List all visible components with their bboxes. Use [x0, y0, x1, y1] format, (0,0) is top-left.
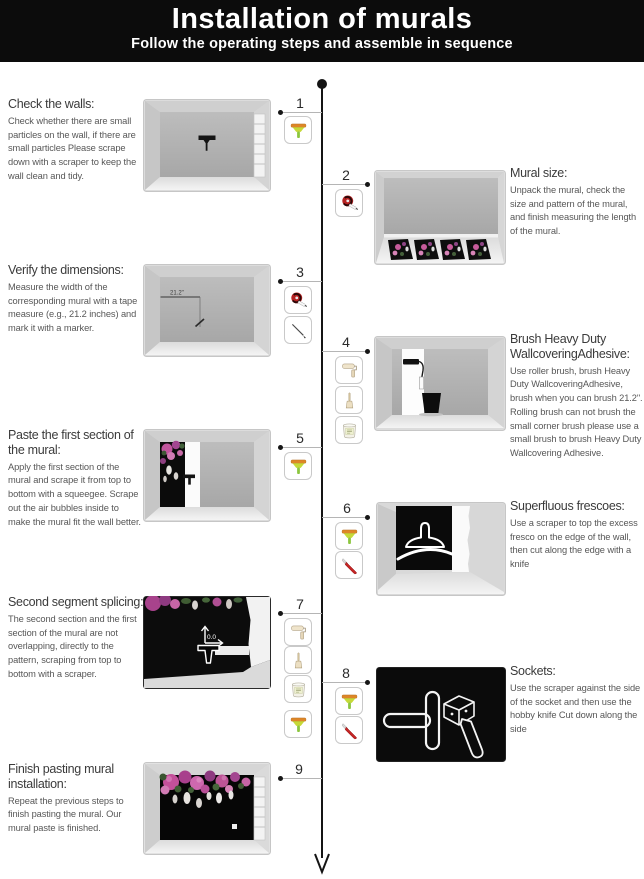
- connector-line: [281, 613, 322, 614]
- step-title: Sockets:: [510, 664, 556, 678]
- tool-scraper-icon: [335, 522, 363, 550]
- step-title: Verify the dimensions:: [8, 263, 124, 277]
- connector-dot: [278, 110, 283, 115]
- step-number: 8: [342, 665, 350, 681]
- connector-dot: [365, 182, 370, 187]
- connector-line: [281, 778, 322, 779]
- bare-wall-strip: [452, 506, 470, 572]
- connector-dot: [278, 445, 283, 450]
- connector-line: [281, 281, 322, 282]
- step-number: 4: [342, 334, 350, 350]
- connector-line: [281, 447, 322, 448]
- step-title: Brush Heavy Duty WallcoveringAdhesive:: [510, 332, 630, 361]
- connector-dot: [365, 515, 370, 520]
- step-description: Measure the width of the corresponding mural with a tape measure (e.g., 21.2 inches) and mark it with a marker.: [8, 281, 138, 334]
- step-number: 2: [342, 167, 350, 183]
- tool-adhesive-bucket-icon: [284, 675, 312, 703]
- connector-dot: [365, 680, 370, 685]
- tool-tape-measure-icon: [284, 286, 312, 314]
- step-title: Paste the first section of the mural:: [8, 428, 134, 457]
- connector-dot: [278, 279, 283, 284]
- step-number: 6: [343, 500, 351, 516]
- connector-dot: [278, 776, 283, 781]
- step-title: Superfluous frescoes:: [510, 499, 625, 513]
- step2-room-illustration: [374, 170, 506, 265]
- step-description: Apply the first section of the mural and scrape it from top to bottom with a squeegee. Scrape out the air bubbles inside to make the mural fit the wall better.: [8, 461, 141, 527]
- tool-small-brush-icon: [284, 646, 312, 674]
- bucket-silhouette-icon: [422, 393, 441, 413]
- tool-hobby-knife-icon: [335, 716, 363, 744]
- tool-small-brush-icon: [335, 386, 363, 414]
- step-description: Check whether there are small particles on the wall, if there are small particles Please scrape down with a scraper to keep the wall clean and tidy.: [8, 115, 137, 181]
- offset-label: 0.0: [207, 634, 217, 641]
- timeline-arrow-down-icon: [312, 851, 332, 875]
- socket-square: [232, 824, 237, 829]
- step-number: 9: [295, 761, 303, 777]
- step3-room-illustration: [143, 264, 271, 357]
- page-title: Installation of murals: [171, 3, 473, 35]
- step1-room-illustration: [143, 99, 271, 192]
- step-description: Use the scraper against the side of the socket and then use the hobby knife Cut down along the side: [510, 682, 641, 735]
- connector-line: [322, 351, 368, 352]
- step-title: Mural size:: [510, 166, 568, 180]
- ladder-icon: [254, 114, 265, 177]
- tool-paint-roller-icon: [335, 356, 363, 384]
- tool-tape-measure-icon: [335, 189, 363, 217]
- tool-scraper-icon: [284, 710, 312, 738]
- step-description: Use a scraper to top the excess fresco on the edge of the wall, then cut along the edge with a knife: [510, 517, 638, 570]
- step6-room-illustration: [376, 502, 506, 596]
- step-description: Unpack the mural, check the size and pattern of the mural, and finish measuring the length of the mural.: [510, 184, 637, 237]
- tool-adhesive-bucket-icon: [335, 416, 363, 444]
- step4-room-illustration: [374, 336, 506, 431]
- ladder-icon: [254, 777, 265, 840]
- step5-room-illustration: [143, 429, 271, 522]
- step7-mural-closeup-illustration: [143, 596, 271, 689]
- step-number: 7: [296, 596, 304, 612]
- roller-silhouette-icon: [403, 359, 419, 365]
- tool-paint-roller-icon: [284, 618, 312, 646]
- connector-line: [322, 184, 368, 185]
- step9-finished-mural-illustration: [143, 762, 271, 855]
- step8-socket-illustration: [376, 667, 506, 762]
- tool-scraper-icon: [284, 452, 312, 480]
- step-description: Repeat the previous steps to finish pasting the mural. Our mural paste is finished.: [8, 795, 124, 834]
- measurement-label: 21.2": [170, 290, 184, 297]
- connector-line: [281, 112, 322, 113]
- tool-scraper-icon: [335, 687, 363, 715]
- step-title: Check the walls:: [8, 97, 95, 111]
- step-title: Finish pasting mural installation:: [8, 762, 114, 791]
- tool-scraper-icon: [284, 116, 312, 144]
- header: [0, 0, 644, 62]
- connector-line: [322, 517, 368, 518]
- step-description: The second section and the first section of the mural are not overlapping, directly to the pattern, scraping from top to bottom with a scraper.: [8, 613, 137, 679]
- step-number: 3: [296, 264, 304, 280]
- connector-dot: [278, 611, 283, 616]
- step-title: Second segment splicing:: [8, 595, 144, 609]
- tool-marker-pen-icon: [284, 316, 312, 344]
- tool-hobby-knife-icon: [335, 551, 363, 579]
- timeline-line: [321, 84, 323, 858]
- page-subtitle: Follow the operating steps and assemble in sequence: [131, 36, 513, 53]
- step-number: 1: [296, 95, 304, 111]
- connector-line: [322, 682, 368, 683]
- step-description: Use roller brush, brush Heavy Duty WallcoveringAdhesive, brush when you can brush 21.2". Rolling brush can not brush the small corner brush please use a small brush to brush Heavy Duty Wallcovering Adhesive.: [510, 365, 643, 459]
- connector-dot: [365, 349, 370, 354]
- step-number: 5: [296, 430, 304, 446]
